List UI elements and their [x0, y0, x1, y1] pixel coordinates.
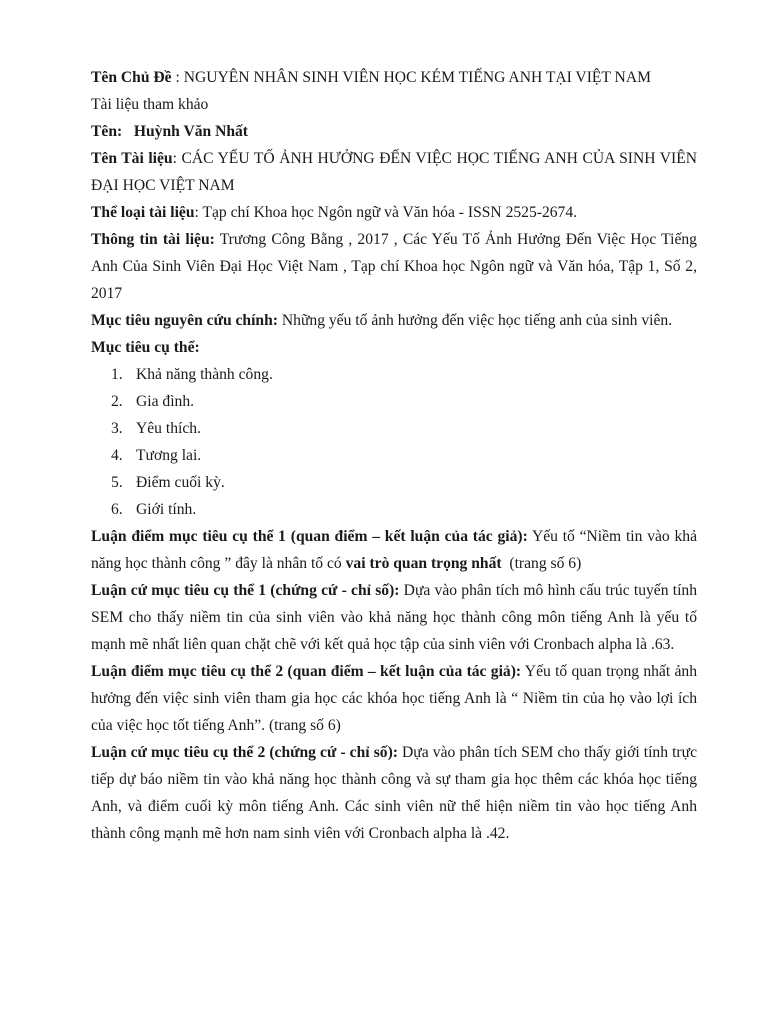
list-item-text: Tương lai.	[136, 447, 202, 464]
doc-type-label: Thể loại tài liệu	[91, 204, 195, 221]
list-item-number: 6.	[111, 501, 123, 518]
specific-goals-heading: Mục tiêu cụ thể:	[91, 339, 200, 356]
doc-info-line	[91, 226, 697, 307]
list-item	[91, 469, 697, 496]
point1-label: Luận điểm mục tiêu cụ thể 1 (quan điểm – kết luận của tác giả):	[91, 528, 528, 545]
main-goal-value: Những yếu tố ảnh hưởng đến việc học tiếng anh của sinh viên.	[277, 312, 673, 329]
point1-page-ref: (trang số 6)	[501, 555, 582, 572]
evidence1-label: Luận cứ mục tiêu cụ thể 1 (chứng cứ - chỉ số):	[91, 582, 400, 599]
list-item-number: 4.	[111, 447, 123, 464]
doc-info-value: Trương Công Bằng , 2017 , Các Yếu Tố Ảnh Hưởng Đến Việc Học Tiếng Anh Của Sinh Viên Đại Học Việt Nam , Tạp chí Khoa học Ngôn ngữ và Văn hóa, Tập 1, Số 2, 2017	[91, 231, 697, 302]
list-item-text: Gia đình.	[136, 393, 195, 410]
list-item	[91, 496, 697, 523]
list-item-text: Yêu thích.	[136, 420, 201, 437]
topic-line	[91, 64, 697, 91]
author-name: Huỳnh Văn Nhất	[122, 123, 248, 140]
document-body	[91, 64, 697, 847]
main-goal-line	[91, 307, 697, 334]
point1-paragraph	[91, 523, 697, 577]
list-item-number: 2.	[111, 393, 123, 410]
list-item	[91, 415, 697, 442]
list-item	[91, 388, 697, 415]
point2-text: Yếu tố quan trọng nhất ảnh hưởng đến việc sinh viên tham gia học các khóa học tiếng Anh là “ Niềm tin của họ vào lợi ích của việc học tốt tiếng Anh”. (trang số 6)	[91, 663, 697, 734]
evidence1-paragraph	[91, 577, 697, 658]
evidence2-paragraph	[91, 739, 697, 847]
topic-value: : NGUYÊN NHÂN SINH VIÊN HỌC KÉM TIẾNG ANH TẠI VIỆT NAM	[171, 69, 651, 86]
list-item-number: 3.	[111, 420, 123, 437]
doc-type-line	[91, 199, 697, 226]
point2-label: Luận điểm mục tiêu cụ thể 2 (quan điểm – kết luận của tác giả):	[91, 663, 522, 680]
point1-text: Yếu tố “Niềm tin vào khả năng học thành công ” đây là nhân tố có	[91, 528, 697, 572]
list-item-text: Khả năng thành công.	[136, 366, 273, 383]
doc-info-label: Thông tin tài liệu:	[91, 231, 215, 248]
evidence2-label: Luận cứ mục tiêu cụ thể 2 (chứng cứ - chỉ số):	[91, 744, 398, 761]
doc-title-line	[91, 145, 697, 199]
author-label: Tên:	[91, 123, 123, 140]
point1-emphasis: vai trò quan trọng nhất	[345, 555, 502, 572]
reference-heading: Tài liệu tham khảo	[91, 96, 209, 113]
author-line	[91, 118, 697, 145]
list-item	[91, 442, 697, 469]
topic-label: Tên Chủ Đề	[91, 69, 172, 86]
main-goal-label: Mục tiêu nguyên cứu chính:	[91, 312, 278, 329]
doc-title-label: Tên Tài liệu	[91, 150, 173, 167]
list-item-text: Điểm cuối kỳ.	[136, 474, 225, 491]
doc-type-value: : Tạp chí Khoa học Ngôn ngữ và Văn hóa - ISSN 2525-2674.	[194, 204, 578, 221]
list-item-number: 5.	[111, 474, 123, 491]
list-item-text: Giới tính.	[136, 501, 197, 518]
evidence2-text: Dựa vào phân tích SEM cho thấy giới tính trực tiếp dự báo niềm tin vào khả năng học thành công và sự tham gia học thêm các khóa học tiếng Anh, và điểm cuối kỳ môn tiếng Anh. Các sinh viên nữ thể hiện niềm tin vào học tiếng Anh thành công mạnh mẽ hơn nam sinh viên với Cronbach alpha là .42.	[91, 744, 697, 842]
doc-title-value: : CÁC YẾU TỐ ẢNH HƯỞNG ĐẾN VIỆC HỌC TIẾNG ANH CỦA SINH VIÊN ĐẠI HỌC VIỆT NAM	[91, 150, 697, 194]
evidence1-text: Dựa vào phân tích mô hình cấu trúc tuyến tính SEM cho thấy niềm tin của sinh viên vào khả năng học thành công môn tiếng Anh là yếu tố mạnh mẽ nhất liên quan chặt chẽ với kết quả học tập của sinh viên với Cronbach alpha là .63.	[91, 582, 697, 653]
list-item	[91, 361, 697, 388]
point2-paragraph	[91, 658, 697, 739]
specific-goals-list	[91, 361, 697, 523]
list-item-number: 1.	[111, 366, 123, 383]
